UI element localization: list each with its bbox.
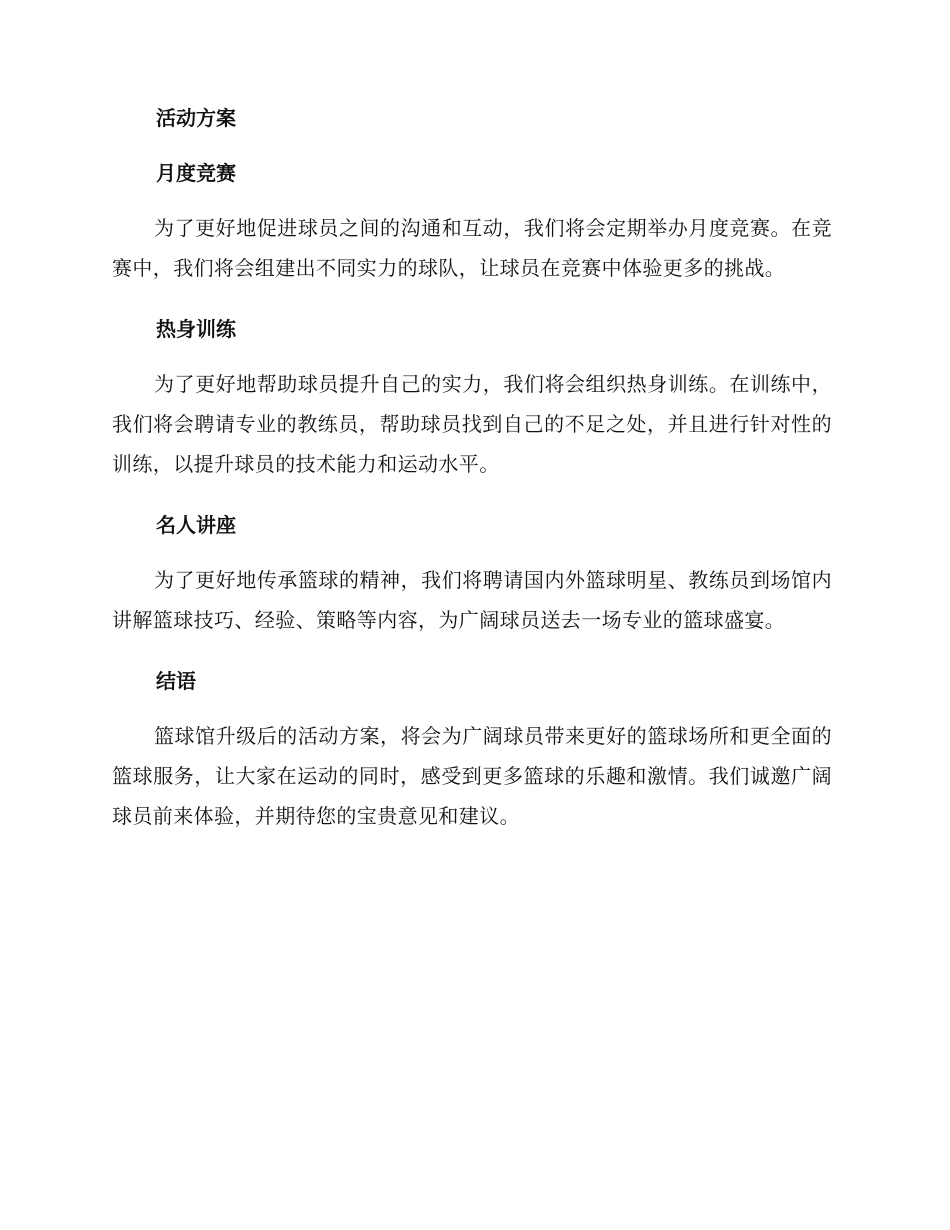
section-heading-celebrity-lecture: 名人讲座 bbox=[156, 513, 236, 537]
spacer bbox=[112, 132, 832, 159]
spacer bbox=[112, 640, 832, 667]
document-title: 活动方案 bbox=[156, 106, 236, 130]
section-body-conclusion: 篮球馆升级后的活动方案，将会为广阔球员带来更好的篮球场所和更全面的篮球服务，让大家在运动的同时，感受到更多篮球的乐趣和激情。我们诚邀广阔球员前来体验，并期待您的宝贵意见和建议。 bbox=[112, 724, 832, 828]
section-body-warmup-training: 为了更好地帮助球员提升自己的实力，我们将会组织热身训练。在训练中，我们将会聘请专业的教练员，帮助球员找到自己的不足之处，并且进行针对性的训练，以提升球员的技术能力和运动水平。 bbox=[112, 372, 832, 476]
document-page bbox=[112, 104, 832, 836]
spacer bbox=[112, 484, 832, 511]
section-heading-conclusion: 结语 bbox=[156, 669, 196, 693]
spacer bbox=[112, 695, 832, 716]
section-body-celebrity-lecture: 为了更好地传承篮球的精神，我们将聘请国内外篮球明星、教练员到场馆内讲解篮球技巧、经验、策略等内容，为广阔球员送去一场专业的篮球盛宴。 bbox=[112, 568, 832, 632]
spacer bbox=[112, 187, 832, 208]
section-body-monthly-competition: 为了更好地促进球员之间的沟通和互动，我们将会定期举办月度竞赛。在竞赛中，我们将会组建出不同实力的球队，让球员在竞赛中体验更多的挑战。 bbox=[112, 216, 832, 280]
section-heading-warmup-training: 热身训练 bbox=[156, 317, 236, 341]
section-heading-monthly-competition: 月度竞赛 bbox=[156, 161, 236, 185]
spacer bbox=[112, 343, 832, 364]
spacer bbox=[112, 288, 832, 315]
spacer bbox=[112, 539, 832, 560]
